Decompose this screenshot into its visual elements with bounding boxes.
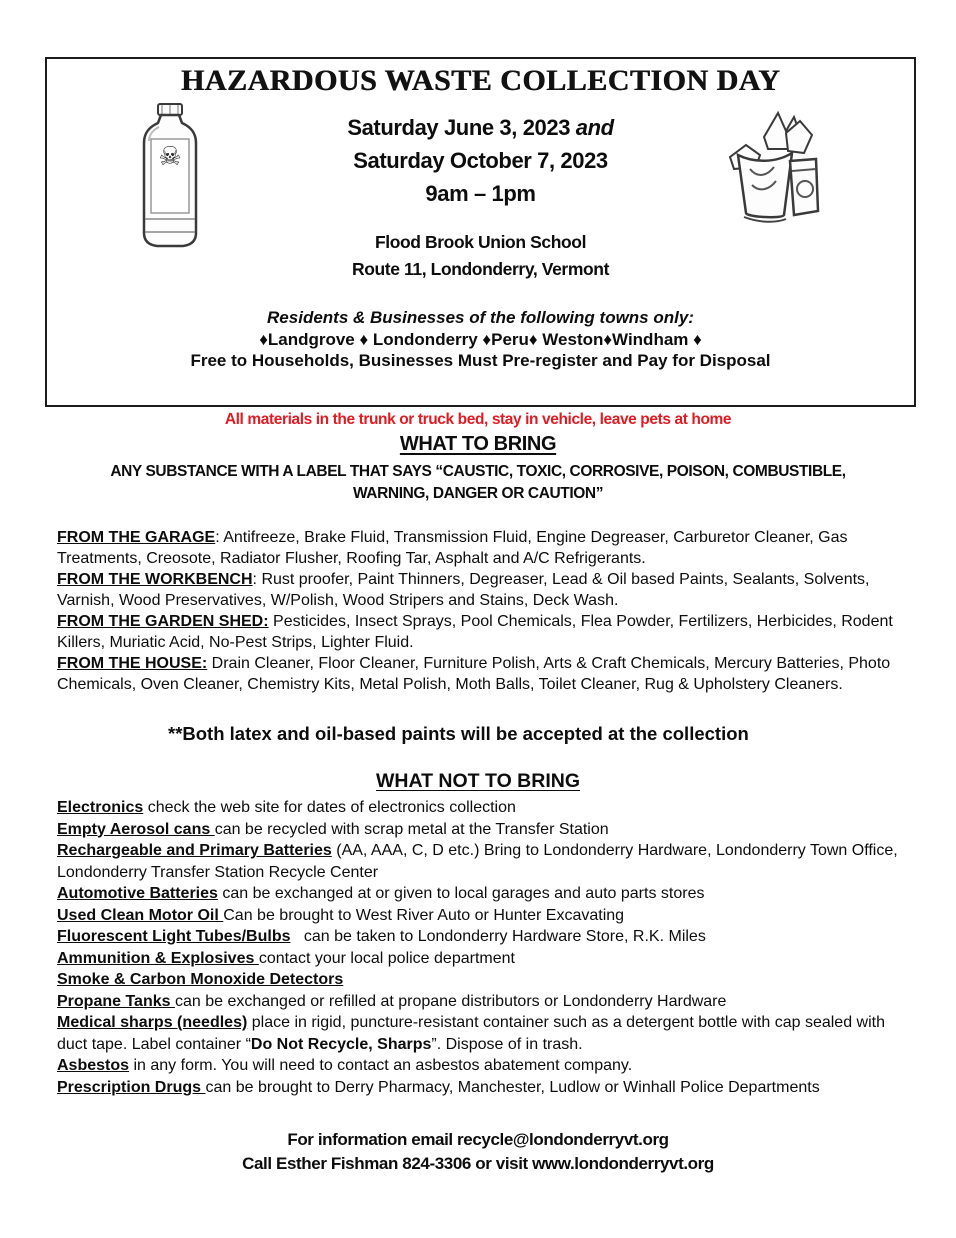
- bring-category-garden-shed: FROM THE GARDEN SHED: Pesticides, Insect Sprays, Pool Chemicals, Flea Powder, Fertilizers, Herbicides, Rodent Killers, Muriatic Acid, No-Pest Strips, Lighter Fluid.: [57, 613, 893, 651]
- contact-email-line: For information email recycle@londonderryvt.org: [287, 1130, 669, 1149]
- not-bring-item-batteries: Rechargeable and Primary Batteries (AA, AAA, C, D etc.) Bring to Londonderry Hardware, Londonderry Town Office, Londonderry Transfer Station Recycle Center: [57, 842, 898, 881]
- not-bring-item-smoke-detectors: Smoke & Carbon Monoxide Detectors: [57, 971, 344, 988]
- sharps-label-text: Do Not Recycle, Sharps: [250, 1035, 432, 1053]
- not-bring-item-prescription-drugs: Prescription Drugs can be brought to Derry Pharmacy, Manchester, Ludlow or Winhall Police Departments: [57, 1078, 820, 1096]
- not-bring-item-electronics: Electronics check the web site for dates of electronics collection: [57, 799, 516, 816]
- what-not-to-bring-heading: WHAT NOT TO BRING: [375, 770, 580, 792]
- not-bring-item-propane-tanks: Propane Tanks can be exchanged or refilled at propane distributors or Londonderry Hardware: [57, 992, 727, 1010]
- subheading-line-2: WARNING, DANGER OR CAUTION”: [352, 485, 604, 502]
- not-bring-item-ammunition: Ammunition & Explosives contact your local police department: [57, 949, 515, 967]
- poison-bottle-icon: [125, 101, 217, 258]
- contact-footer: [0, 1128, 956, 1175]
- what-to-bring-subheading: [0, 461, 956, 505]
- date-line-1: Saturday June 3, 2023 and: [347, 115, 614, 140]
- paint-note: **Both latex and oil-based paints will be accepted at the collection: [168, 723, 749, 744]
- svg-text:☠: ☠: [158, 142, 182, 172]
- what-to-bring-list: [57, 527, 902, 695]
- not-bring-item-fluorescent-bulbs: Fluorescent Light Tubes/Bulbs can be taken to Londonderry Hardware Store, R.K. Miles: [57, 928, 706, 945]
- page-title: HAZARDOUS WASTE COLLECTION DAY: [180, 64, 781, 97]
- alert-line: All materials in the trunk or truck bed, stay in vehicle, leave pets at home: [224, 411, 732, 428]
- header-box: [45, 57, 916, 407]
- eligibility-note: [47, 307, 914, 372]
- event-time: 9am – 1pm: [425, 181, 536, 206]
- bring-category-garage: FROM THE GARAGE: Antifreeze, Brake Fluid, Transmission Fluid, Engine Degreaser, Carburetor Cleaner, Gas Treatments, Creosote, Radiator Flusher, Roofing Tar, Asphalt and A/C Refrigerants.: [57, 529, 848, 567]
- not-bring-item-motor-oil: Used Clean Motor Oil Can be brought to West River Auto or Hunter Excavating: [57, 906, 625, 924]
- what-not-to-bring-list: [57, 797, 903, 1098]
- towns-list: ♦Landgrove ♦ Londonderry ♦Peru♦ Weston♦Windham ♦: [259, 329, 702, 349]
- what-to-bring-heading: WHAT TO BRING: [399, 433, 557, 455]
- not-bring-item-medical-sharps: Medical sharps (needles) place in rigid, puncture-resistant container such as a detergent bottle with cap sealed with duct tape. Label container “Do Not Recycle, Sharps”. Dispose of in trash.: [57, 1014, 885, 1053]
- bring-category-house: FROM THE HOUSE: Drain Cleaner, Floor Cleaner, Furniture Polish, Arts & Craft Chemicals, Mercury Batteries, Photo Chemicals, Oven Cleaner, Chemistry Kits, Metal Polish, Moth Balls, Toilet Cleaner, Rug & Upholstery Cleaners.: [57, 655, 891, 693]
- not-bring-item-asbestos: Asbestos in any form. You will need to contact an asbestos abatement company.: [57, 1057, 633, 1074]
- date-and: and: [575, 115, 614, 140]
- bring-category-workbench: FROM THE WORKBENCH: Rust proofer, Paint Thinners, Degreaser, Lead & Oil based Paints, Sealants, Solvents, Varnish, Wood Preservatives, W/Polish, Wood Stripers and Stains, Deck Wash.: [57, 571, 870, 609]
- fee-note: Free to Households, Businesses Must Pre-register and Pay for Disposal: [190, 351, 771, 370]
- date-line-2: Saturday October 7, 2023: [353, 148, 608, 173]
- not-bring-item-automotive-batteries: Automotive Batteries can be exchanged at or given to local garages and auto parts stores: [57, 885, 705, 902]
- subheading-line-1: ANY SUBSTANCE WITH A LABEL THAT SAYS “CAUSTIC, TOXIC, CORROSIVE, POISON, COMBUSTIBLE,: [110, 463, 846, 480]
- contact-phone-line: Call Esther Fishman 824-3306 or visit www.londonderryvt.org: [242, 1153, 714, 1173]
- residents-note: Residents & Businesses of the following towns only:: [267, 308, 694, 327]
- location-address: Route 11, Londonderry, Vermont: [351, 259, 610, 279]
- waste-items-icon: [716, 109, 828, 232]
- location-name: Flood Brook Union School: [374, 232, 587, 252]
- not-bring-item-aerosol-cans: Empty Aerosol cans can be recycled with scrap metal at the Transfer Station: [57, 820, 609, 838]
